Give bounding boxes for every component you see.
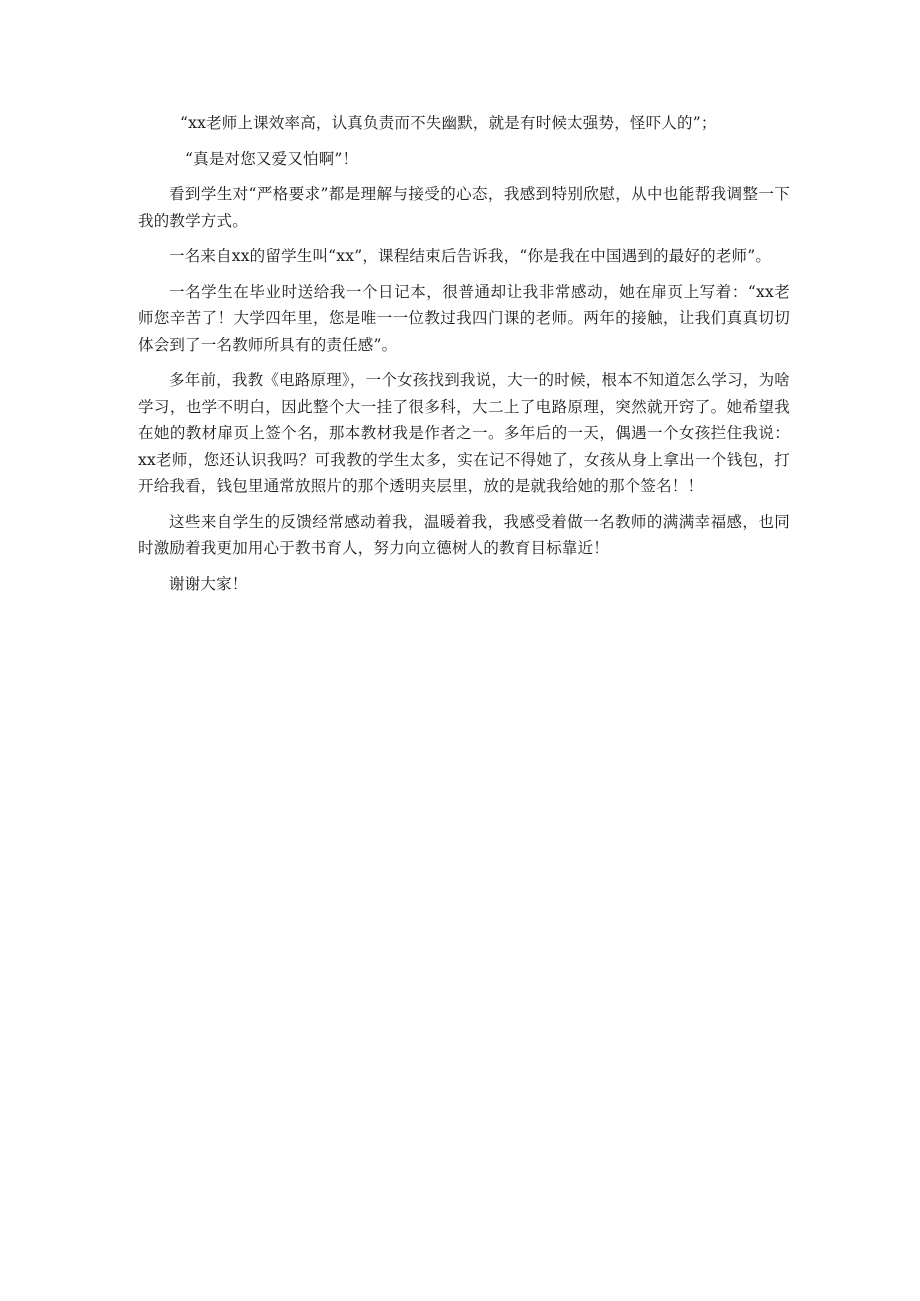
paragraph-circuit-principles: 多年前，我教《电路原理》，一个女孩找到我说，大一的时候，根本不知道怎么学习，为啥学习，也学不明白，因此整个大一挂了很多科，大二上了电路原理，突然就开窍了。她希望我在她的教材扉页上签个名，那本教材我是作者之一。多年后的一天，偶遇一个女孩拦住我说：xx老师，您还认识我吗？可我教的学生太多，实在记不得她了，女孩从身上拿出一个钱包，打开给我看，钱包里通常放照片的那个透明夹层里，放的是就我给她的那个签名！！ [138, 371, 790, 495]
paragraph-thanks: 谢谢大家！ [169, 574, 248, 593]
paragraph-student-quote: “xx老师上课效率高，认真负责而不失幽默，就是有时候太强势，怪吓人的”； [180, 114, 717, 132]
paragraph-love-fear: “真是对您又爱又怕啊”！ [185, 149, 359, 168]
paragraph-diary-gift: 一名学生在毕业时送给我一个日记本，很普通却让我非常感动，她在扉页上写着：“xx老师您辛苦了！大学四年里，您是唯一一位教过我四门课的老师。两年的接触，让我们真真切切体会到了一名教师所具有的责任感”。 [138, 282, 790, 354]
paragraph-foreign-student: 一名来自xx的留学生叫“xx”，课程结束后告诉我，“你是我在中国遇到的最好的老师”。 [169, 247, 772, 265]
paragraph-strict-requirements: 看到学生对“严格要求”都是理解与接受的心态，我感到特别欣慰，从中也能帮我调整一下我的教学方式。 [138, 185, 790, 230]
document-body [138, 110, 790, 606]
paragraph-feedback-happiness: 这些来自学生的反馈经常感动着我，温暖着我，我感受着做一名教师的满满幸福感，也同时激励着我更加用心于教书育人，努力向立德树人的教育目标靠近！ [138, 512, 790, 557]
